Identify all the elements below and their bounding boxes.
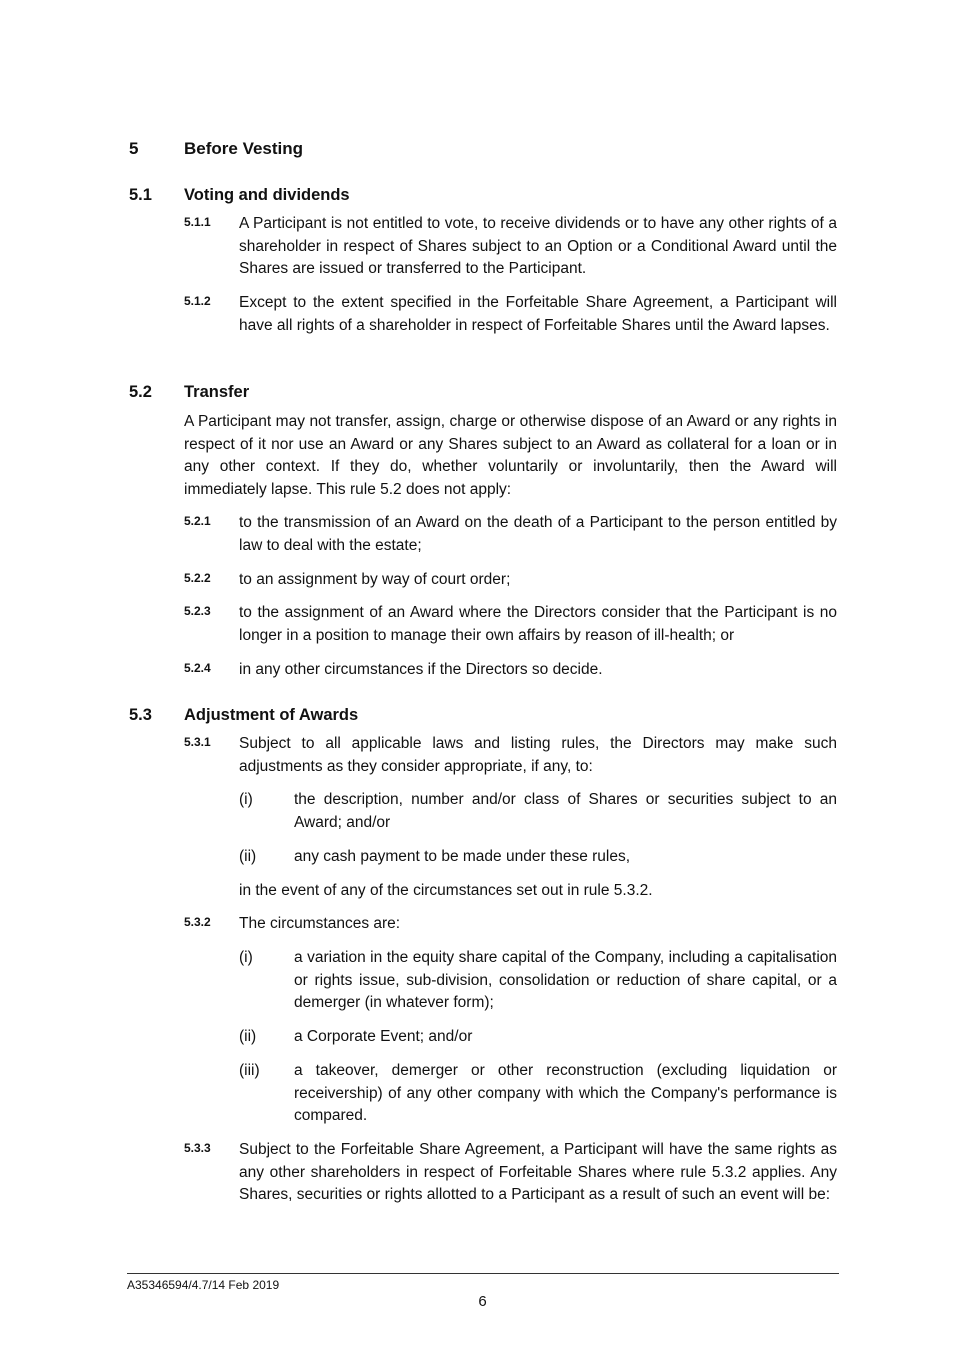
clause-5-3-1-tail: in the event of any of the circumstances set out in rule 5.3.2. bbox=[239, 882, 653, 899]
item-text: a takeover, demerger or other reconstruction (excluding liquidation or receivership) of any other company with which the Company's performance is compared. bbox=[294, 1062, 837, 1125]
item-text: a Corporate Event; and/or bbox=[294, 1028, 473, 1045]
item-number: (iii) bbox=[239, 1062, 260, 1079]
clause-text: Subject to the Forfeitable Share Agreement, a Participant will have the same rights as any other shareholders in respect of Forfeitable Shares where rule 5.3.2 applies. Any Shares, securities or rights allotted to a Participant as a result of such an event will be: bbox=[239, 1141, 837, 1204]
section-number: 5 bbox=[129, 139, 139, 158]
subsection-number: 5.1 bbox=[129, 186, 152, 204]
section-title: Before Vesting bbox=[184, 139, 304, 158]
item-text: any cash payment to be made under these rules, bbox=[294, 848, 631, 865]
footer-divider bbox=[127, 1273, 839, 1274]
item-number: (ii) bbox=[239, 1028, 257, 1045]
clause-number: 5.3.3 bbox=[184, 1141, 211, 1155]
subsection-number: 5.2 bbox=[129, 383, 152, 401]
clause-text: Subject to all applicable laws and listing rules, the Directors may make such adjustments as they consider appropriate, if any, to: bbox=[239, 735, 837, 775]
item-number: (ii) bbox=[239, 848, 257, 865]
item-number: (i) bbox=[239, 791, 253, 808]
clause-number: 5.3.2 bbox=[184, 915, 211, 929]
item-number: (i) bbox=[239, 949, 253, 966]
subsection-title: Adjustment of Awards bbox=[184, 706, 359, 724]
clause-number: 5.2.3 bbox=[184, 604, 211, 618]
item-text: a variation in the equity share capital of the Company, including a capitalisation or rights issue, sub-division, consolidation or reduction of share capital, or a demerger (in whatever form); bbox=[294, 949, 837, 1012]
clause-text: to an assignment by way of court order; bbox=[239, 571, 511, 588]
clause-number: 5.2.4 bbox=[184, 661, 211, 675]
item-text: the description, number and/or class of Shares or securities subject to an Award; and/or bbox=[294, 791, 837, 831]
transfer-intro: A Participant may not transfer, assign, charge or otherwise dispose of an Award or any rights in respect of it nor use an Award or any Shares subject to an Award as collateral for a loan or in any other context. If they do, whether voluntarily or involuntarily, then the Award will immediately lapse. This rule 5.2 does not apply: bbox=[184, 413, 837, 498]
clause-text: to the transmission of an Award on the death of a Participant to the person entitled by law to deal with the estate; bbox=[239, 514, 837, 554]
subsection-title: Transfer bbox=[184, 383, 250, 401]
clause-number: 5.1.2 bbox=[184, 294, 211, 308]
clause-number: 5.2.2 bbox=[184, 571, 211, 585]
subsection-title: Voting and dividends bbox=[184, 186, 350, 204]
clause-number: 5.2.1 bbox=[184, 514, 211, 528]
clause-number: 5.1.1 bbox=[184, 215, 211, 229]
clause-text: A Participant is not entitled to vote, to receive dividends or to have any other rights of a shareholder in respect of Shares subject to an Option or a Conditional Award until the Shares are issued or transferred to the Participant. bbox=[239, 215, 837, 278]
clause-text: Except to the extent specified in the Forfeitable Share Agreement, a Participant will have all rights of a shareholder in respect of Forfeitable Shares until the Award lapses. bbox=[239, 294, 837, 334]
subsection-number: 5.3 bbox=[129, 706, 152, 724]
clause-text: The circumstances are: bbox=[239, 915, 401, 932]
clause-text: to the assignment of an Award where the Directors consider that the Participant is no longer in a position to manage their own affairs by reason of ill-health; or bbox=[239, 604, 837, 644]
document-reference: A35346594/4.7/14 Feb 2019 bbox=[127, 1278, 280, 1292]
clause-text: in any other circumstances if the Directors so decide. bbox=[239, 661, 603, 678]
clause-number: 5.3.1 bbox=[184, 735, 211, 749]
page-number: 6 bbox=[478, 1293, 487, 1310]
